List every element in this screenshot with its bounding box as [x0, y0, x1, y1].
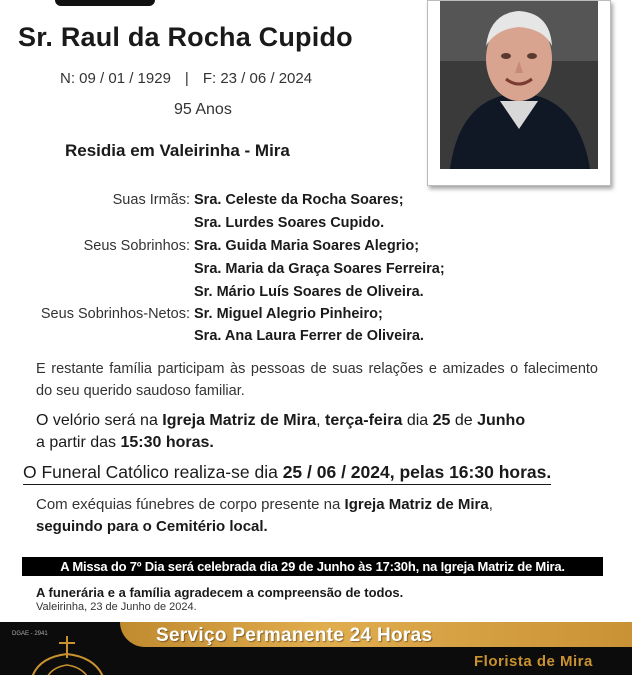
date-separator: | — [184, 70, 189, 87]
exequies-text: Com exéquias fúnebres de corpo presente na — [36, 496, 345, 513]
relative-name: Sra. Celeste da Rocha Soares; — [194, 192, 404, 208]
relative-label: Seus Sobrinhos-Netos: — [40, 306, 190, 322]
death-date: F: 23 / 06 / 2024 — [202, 70, 313, 87]
exequies-destination: seguindo para o Cemitério local. — [36, 518, 268, 535]
funeral-text: O Funeral Católico realiza-se dia — [23, 462, 283, 482]
relative-name: Sra. Guida Maria Soares Alegrio; — [194, 238, 420, 254]
wake-paragraph — [36, 410, 598, 454]
exequies-text: , — [488, 496, 493, 513]
wake-time: 15:30 horas. — [120, 434, 214, 451]
place-date: Valeirinha, 23 de Junho de 2024. — [36, 601, 197, 613]
relative-name: Sra. Maria da Graça Soares Ferreira; — [194, 261, 445, 277]
thanks-line: A funerária e a família agradecem a compreensão de todos. — [36, 585, 404, 600]
footer-banner — [0, 622, 632, 675]
wake-text: de — [450, 412, 478, 429]
wake-text: O velório será na — [36, 412, 163, 429]
photo-frame — [427, 0, 611, 186]
age: 95 Anos — [174, 101, 232, 118]
relative-name: Sra. Lurdes Soares Cupido. — [194, 215, 385, 231]
service-banner-text: Serviço Permanente 24 Horas — [156, 625, 433, 646]
license-number: DGAE - 2941 — [12, 631, 48, 637]
wake-weekday: terça-feira — [325, 412, 403, 429]
deceased-name: Sr. Raul da Rocha Cupido — [18, 22, 353, 52]
residence: Residia em Valeirinha - Mira — [65, 141, 290, 160]
funeral-line — [23, 462, 551, 485]
wake-text: a partir das — [36, 434, 121, 451]
wake-day: 25 — [432, 412, 451, 429]
relative-name: Sra. Ana Laura Ferrer de Oliveira. — [194, 328, 424, 344]
birth-death-dates — [60, 70, 312, 87]
exequies-paragraph — [36, 494, 598, 538]
wake-text: , — [316, 412, 325, 429]
relative-name: Sr. Miguel Alegrio Pinheiro; — [194, 306, 383, 322]
florist-name: Florista de Mira — [474, 653, 593, 670]
wake-place: Igreja Matriz de Mira — [162, 412, 317, 429]
mass-announcement: A Missa do 7º Dia será celebrada dia 29 de Junho às 17:30h, na Igreja Matriz de Mira. — [22, 557, 603, 576]
relative-label: Seus Sobrinhos: — [83, 238, 190, 254]
birth-date: N: 09 / 01 / 1929 — [60, 70, 171, 87]
wake-month: Junho — [477, 412, 526, 429]
wake-text: dia — [402, 412, 433, 429]
funeral-date-time: 25 / 06 / 2024, pelas 16:30 horas. — [282, 462, 552, 482]
exequies-place: Igreja Matriz de Mira — [344, 496, 489, 513]
top-decorative-band — [55, 0, 155, 6]
relative-label: Suas Irmãs: — [112, 192, 190, 208]
announcement-paragraph: E restante família participam às pessoas de suas relações e amizades o falecimento do seu querido saudoso familiar. — [36, 361, 598, 399]
portrait-photo — [440, 1, 598, 169]
relative-name: Sr. Mário Luís Soares de Oliveira. — [194, 284, 424, 300]
